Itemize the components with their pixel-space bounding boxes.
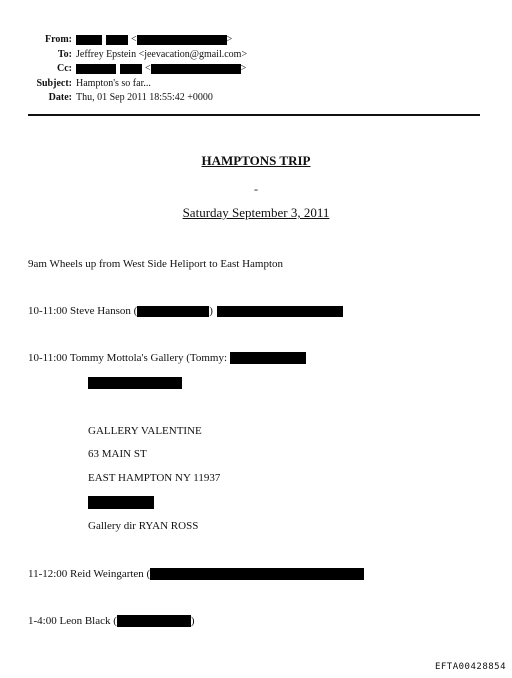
mottola-text: 10-11:00 Tommy Mottola's Gallery (Tommy: [28, 352, 228, 364]
date-row [0, 91, 512, 106]
redaction-bar [76, 35, 102, 45]
redaction-bar [117, 615, 191, 627]
from-row [0, 33, 512, 48]
date-value: Thu, 01 Sep 2011 18:55:42 +0000 [76, 92, 213, 103]
hanson-close: ) [209, 305, 213, 317]
to-label: To: [57, 48, 72, 60]
black-close: ) [190, 615, 195, 627]
schedule-item-black [28, 615, 195, 627]
subject-value: Hampton's so far... [76, 77, 151, 89]
redaction-bar [217, 306, 343, 317]
redaction-bar [88, 377, 182, 389]
schedule-item-mottola [28, 352, 306, 364]
redaction-bar [150, 568, 364, 580]
schedule-item-weingarten [28, 568, 364, 580]
redaction-bar [230, 352, 306, 364]
cc-lt: < [145, 63, 151, 74]
document-date: Saturday September 3, 2011 [182, 205, 330, 220]
cc-row [0, 62, 512, 77]
to-value: Jeffrey Epstein <jeevacation@gmail.com> [76, 48, 248, 60]
redaction-bar [76, 64, 116, 74]
subject-label: Subject: [36, 77, 72, 89]
title-dash: - [254, 182, 258, 196]
email-header [0, 33, 512, 106]
redaction-bar [151, 64, 241, 74]
redaction-bar [137, 306, 209, 317]
schedule-item-hanson [28, 305, 343, 317]
schedule-item-wheels-up [28, 258, 283, 270]
redaction-bar [106, 35, 128, 45]
from-gt: > [226, 34, 233, 45]
redaction-bar [120, 64, 142, 74]
hanson-text: 10-11:00 Steve Hanson ( [28, 305, 138, 317]
from-lt: < [131, 34, 137, 45]
gallery-director: Gallery dir RYAN ROSS [88, 520, 199, 532]
address-line-2: 63 MAIN ST [88, 448, 147, 460]
header-divider [28, 114, 480, 116]
document-title: HAMPTONS TRIP [201, 153, 311, 168]
date-label: Date: [48, 92, 72, 103]
address-line-1: GALLERY VALENTINE [88, 425, 202, 437]
black-text: 1-4:00 Leon Black ( [28, 615, 117, 627]
cc-label: Cc: [57, 63, 72, 74]
subject-row [0, 77, 512, 92]
redaction-bar [137, 35, 227, 45]
address-line-3: EAST HAMPTON NY 11937 [88, 472, 221, 484]
weingarten-text: 11-12:00 Reid Weingarten ( [28, 568, 151, 580]
wheels-up-text: 9am Wheels up from West Side Heliport to East Hampton [28, 258, 284, 270]
to-row [0, 48, 512, 63]
document-id: EFTA00428854 [434, 662, 506, 672]
from-label: From: [44, 34, 72, 45]
cc-gt: > [240, 63, 247, 74]
redaction-bar [88, 496, 154, 509]
